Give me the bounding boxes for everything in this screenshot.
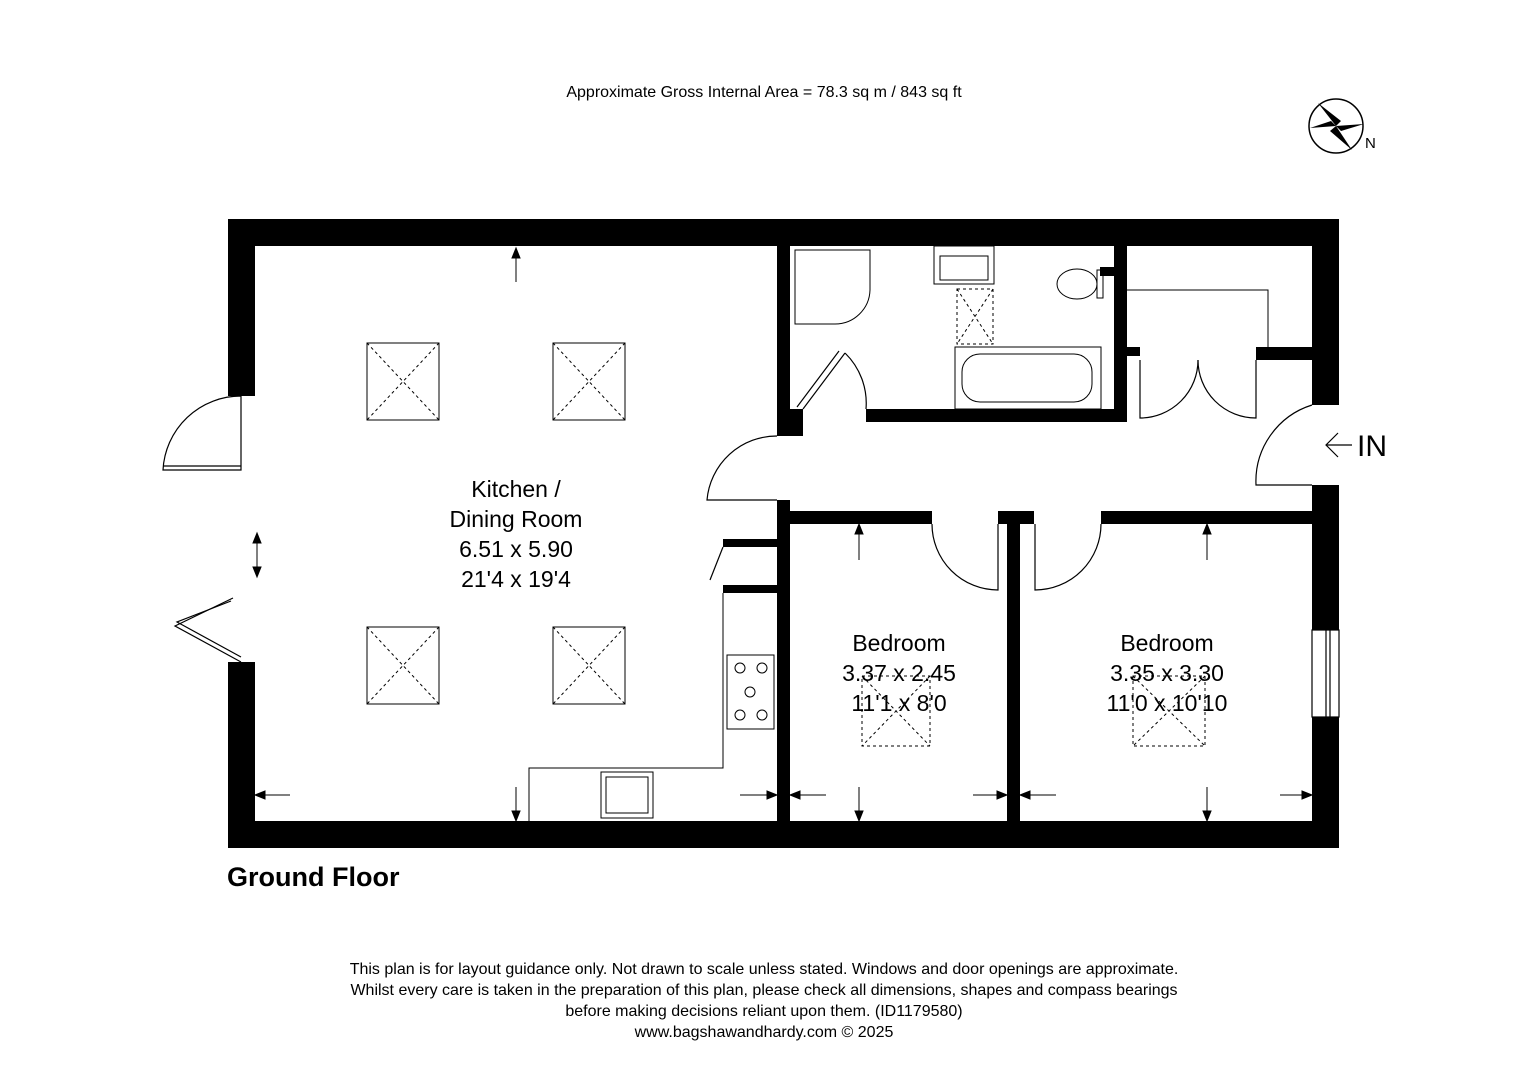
wash-basin <box>934 246 994 284</box>
toilet <box>1057 269 1097 299</box>
room-imperial: 11'1 x 8'0 <box>851 690 947 716</box>
room-name: Bedroom <box>1120 630 1214 656</box>
room-bedroom-2 <box>1107 630 1228 716</box>
room-bedroom-1 <box>842 630 956 716</box>
windows <box>1312 630 1339 717</box>
entrance-arrow-icon <box>1326 433 1352 457</box>
doors <box>163 351 1312 662</box>
entrance-label: IN <box>1357 430 1387 463</box>
room-name: Bedroom <box>852 630 946 656</box>
room-name-line1: Kitchen / <box>471 476 561 502</box>
walls <box>228 219 1339 848</box>
room-imperial: 11'0 x 10'10 <box>1106 690 1228 716</box>
room-metric: 6.51 x 5.90 <box>459 536 573 562</box>
room-metric: 3.35 x 3.30 <box>1110 660 1224 686</box>
website-copyright: www.bagshawandhardy.com © 2025 <box>634 1024 894 1041</box>
room-kitchen-dining <box>450 476 583 592</box>
compass-north-label: N <box>1365 135 1376 152</box>
gross-area-text: Approximate Gross Internal Area = 78.3 sq m / 843 sq ft <box>566 84 962 101</box>
fixtures <box>367 246 1268 821</box>
room-metric: 3.37 x 2.45 <box>842 660 956 686</box>
room-name-line2: Dining Room <box>449 506 583 532</box>
room-imperial: 21'4 x 19'4 <box>461 566 571 592</box>
disclaimer-line-2: Whilst every care is taken in the preparation of this plan, please check all dimensions, shapes and compass bearings <box>350 982 1178 999</box>
compass-rose-icon <box>1309 99 1376 153</box>
bath <box>955 347 1101 409</box>
disclaimer-footer <box>0 959 1528 1043</box>
kitchen-sink <box>601 772 653 818</box>
disclaimer-line-1: This plan is for layout guidance only. Not drawn to scale unless stated. Windows and door openings are approximate. <box>349 961 1179 978</box>
floor-label: Ground Floor <box>227 862 400 892</box>
shower-tray <box>795 250 870 324</box>
disclaimer-line-3: before making decisions reliant upon them. (ID1179580) <box>565 1003 963 1020</box>
